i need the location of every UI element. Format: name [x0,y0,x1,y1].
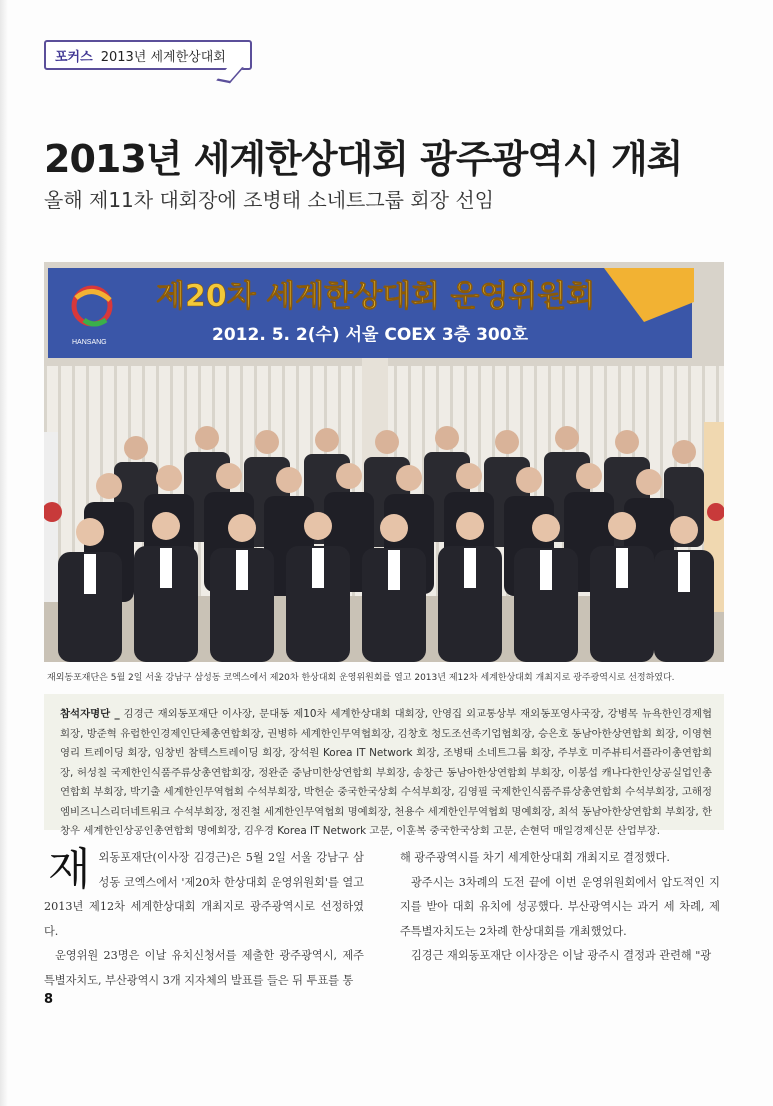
drop-cap: 재 [48,844,91,895]
group-photo-illustration [44,262,724,662]
attendee-list-label: 참석자명단 _ [60,708,120,720]
photo-caption: 재외동포재단은 5월 2일 서울 강남구 삼성동 코엑스에서 제20차 한상대회 운영위원회를 열고 2013년 제12차 세계한상대회 개최지로 광주광역시로 선정하였다. [47,673,675,683]
section-tag [44,40,252,70]
section-label: 포커스 [55,49,93,65]
article-paragraph: 광주시는 3차례의 도전 끝에 이번 운영위원회에서 압도적인 지지를 받아 대회 유치에 성공했다. 부산광역시는 과거 세 차례, 제주특별자치도는 2차례 한상대회를 개최했었다. [400,875,720,938]
banner-title: 제20차 세계한상대회 운영위원회 [156,279,596,314]
banner-subtitle: 2012. 5. 2(수) 서울 COEX 3층 300호 [212,325,529,345]
group-photo [44,262,724,662]
article-paragraph: 외동포재단(이사장 김경근)은 5월 2일 서울 강남구 삼성동 코엑스에서 '제20차 한상대회 운영위원회'를 열고 2013년 제12차 세계한상대회 개최지로 광주광역시로 선정하였다. [44,851,364,938]
page-title: 2013년 세계한상대회 광주광역시 개최 [44,137,683,181]
page-binding-shadow [0,0,8,1106]
article-paragraph: 해 광주광역시를 차기 세계한상대회 개최지로 결정했다. [400,851,670,864]
article-column-right [400,846,720,969]
article-column-left [44,846,364,993]
people-front-row [58,512,714,662]
attendee-list-text: 김경근 재외동포재단 이사장, 문대동 제10차 세계한상대회 대회장, 안영집 외교통상부 재외동포영사국장, 강병목 뉴욕한인경제협회장, 방준혁 유럽한인경제인단체총연합회장, 권병하 세계한인무역협회장, 김창호 청도조선족기업협회장, 승은호 동남아한상연합회 회장, 이영현 영리 트레이딩 회장, 임창빈 참텍스트레이딩 회장, 장석원 Korea IT Network 회장, 조병태 소네트그룹 회장, 주부호 미주뷰티서플라이총연합회장, 허성칠 국제한인식품주류상총연합회장, 정완준 중남미한상연합회 부회장, 송창근 동남아한상연합회 부회장, 이봉섭 캐나다한인상공실업인총연합회 부회장, 박기출 세계한인무역협회 수석부회장, 박헌순 중국한국상회 수석부회장, 김영필 국제한인식품주류상총연합회 수석부회장, 고해정 엠비즈니스리더네트워크 수석부회장, 정진철 세계한인무역협회 명예회장, 천용수 세계한인무역협회 명예회장, 최석 동남아한상연합회 부회장, 한창우 세계한인상공인총연합회 명예회장, 김우경 Korea IT Network 고문, 이훈복 중국한국상회 고문, 손현덕 매일경제신문 산업부장. [60,708,712,837]
article-paragraph: 김경근 재외동포재단 이사장은 이날 광주시 결정과 관련해 "광 [411,949,712,962]
section-topic: 2013년 세계한상대회 [100,49,226,65]
article-paragraph: 운영위원 23명은 이날 유치신청서를 제출한 광주광역시, 제주특별자치도, 부산광역시 3개 지자체의 발표를 들은 뒤 투표를 통 [44,949,364,987]
banner-logo-text: HANSANG [72,339,107,346]
attendee-list-box [44,694,724,837]
page-subtitle: 올해 제11차 대회장에 조병태 소네트그룹 회장 선임 [44,188,494,212]
page-number: 8 [44,992,54,1007]
